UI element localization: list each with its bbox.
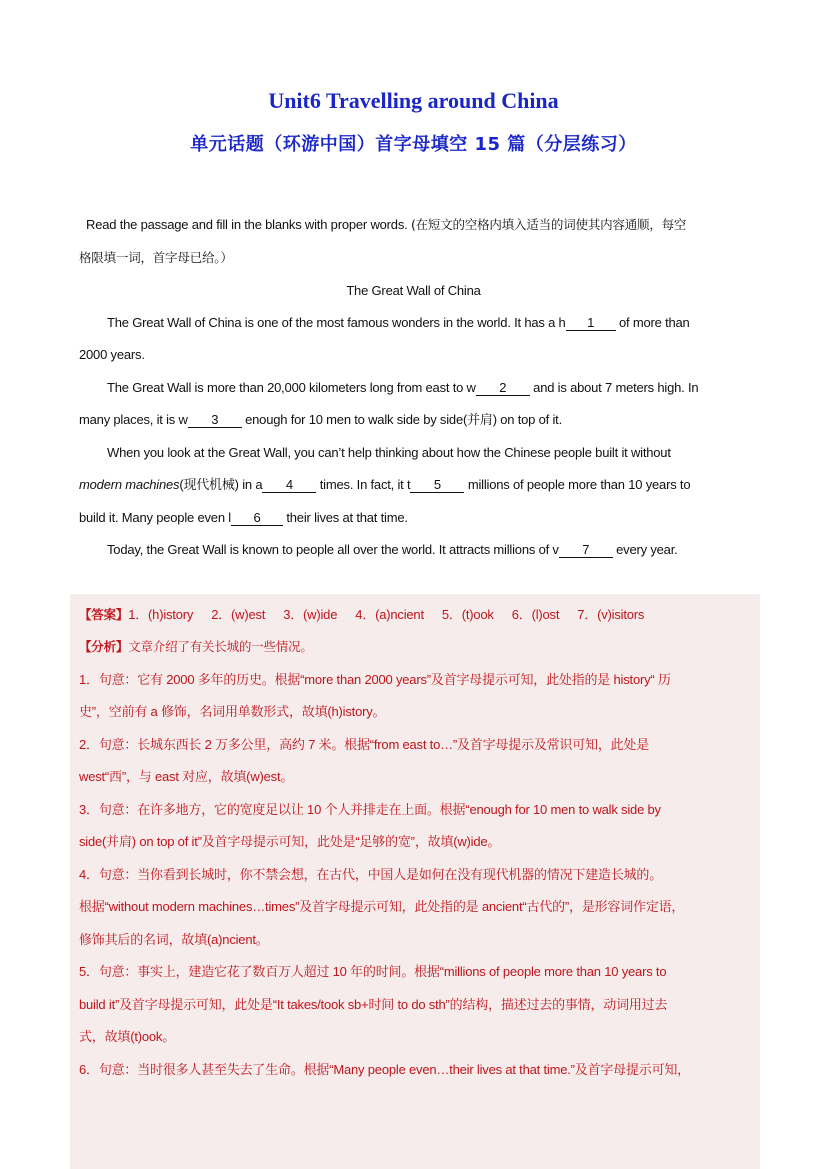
passage-p2-line-1 (107, 379, 777, 397)
answer-key-line (79, 606, 754, 624)
explanation-2-line-2: west“西”，与 east 对应，故填(w)est。 (79, 769, 294, 784)
passage-text: of more than (615, 315, 690, 330)
instructions-text-cn: (在短文的空格内填入适当的词使其内容通顺，每空 (410, 217, 687, 232)
explanation-4-line-3: 修饰其后的名词，故填(a)ncient。 (79, 932, 269, 947)
explanation-3-line-1: 3．句意：在许多地方，它的宽度足以让 10 个人并排走在上面。根据“enough for 10 men to walk side by (79, 802, 661, 817)
passage-p3-line-1: When you look at the Great Wall, you can’t help thinking about how the Chinese people built it without (107, 445, 671, 460)
explanation-5-line-3: 式，故填(t)ook。 (79, 1029, 176, 1044)
answer-label: 【答案】 (79, 607, 129, 622)
analysis-line (79, 638, 754, 656)
passage-text: enough for 10 men to walk side by side(并肩) on top of it. (241, 412, 562, 427)
passage-text: The Great Wall of China is one of the most famous wonders in the world. It has a h (107, 315, 566, 330)
passage-text: (现代机械) in a (179, 477, 263, 492)
passage-text: build it. Many people even l (79, 510, 231, 525)
answer-item: 2．(w)est (211, 607, 266, 622)
passage-italic-text: modern machines (79, 477, 180, 492)
blank-7: 7 (559, 542, 613, 558)
explanation-6-line-1: 6．句意：当时很多人甚至失去了生命。根据“Many people even…their lives at that time.”及首字母提示可知， (79, 1062, 690, 1077)
answer-item: 3．(w)ide (283, 607, 338, 622)
passage-p1-line-2: 2000 years. (79, 347, 145, 362)
instructions-line-2: 格限填一词，首字母已给。） (79, 250, 233, 265)
instructions-text-en: Read the passage and fill in the blanks with proper words. (86, 217, 411, 232)
blank-4: 4 (262, 477, 316, 493)
explanation-4-line-1: 4．句意：当你看到长城时，你不禁会想，在古代，中国人是如何在没有现代机器的情况下建造长城的。 (79, 867, 663, 882)
answer-item: 7．(v)isitors (577, 607, 645, 622)
analysis-text: 文章介绍了有关长城的一些情况。 (128, 639, 313, 654)
answer-item: 5．(t)ook (441, 607, 494, 622)
passage-text: millions of people more than 10 years to (464, 477, 691, 492)
page-subtitle: 单元话题（环游中国）首字母填空 15 篇（分层练习） (190, 134, 637, 155)
analysis-label: 【分析】 (79, 639, 129, 654)
passage-p3-line-2 (79, 476, 749, 494)
passage-text: Today, the Great Wall is known to people all over the world. It attracts millions of v (107, 542, 559, 557)
passage-text: and is about 7 meters high. In (529, 380, 699, 395)
explanation-4-line-2: 根据“without modern machines…times”及首字母提示可知，此处指的是 ancient“古代的”，是形容词作定语， (79, 899, 685, 914)
passage-p3-line-3 (79, 509, 749, 527)
explanation-5-line-2: build it”及首字母提示可知，此处是“It takes/took sb+时间 to do sth”的结构，描述过去的事情，动词用过去 (79, 997, 668, 1012)
blank-3: 3 (188, 412, 242, 428)
explanation-1-line-2: 史”，空前有 a 修饰，名词用单数形式，故填(h)istory。 (79, 704, 386, 719)
explanation-5-line-1: 5．句意：事实上，建造它花了数百万人超过 10 年的时间。根据“millions of people more than 10 years to (79, 964, 667, 979)
answer-item: 1．(h)istory (128, 607, 194, 622)
instructions-line-1 (86, 216, 756, 234)
explanation-2-line-1: 2．句意：长城东西长 2 万多公里，高约 7 米。根据“from east to…”及首字母提示及常识可知，此处是 (79, 737, 650, 752)
passage-text: The Great Wall is more than 20,000 kilometers long from east to w (107, 380, 476, 395)
explanation-3-line-2: side(并肩) on top of it”及首字母提示可知，此处是“足够的宽”，故填(w)ide。 (79, 834, 501, 849)
answer-item: 6．(l)ost (511, 607, 560, 622)
page-title: Unit6 Travelling around China (268, 88, 559, 113)
passage-text: every year. (612, 542, 678, 557)
blank-1: 1 (566, 315, 616, 331)
passage-p1-line-1 (107, 314, 777, 332)
passage-p4-line-1 (107, 541, 777, 559)
blank-6: 6 (231, 510, 283, 526)
blank-5: 5 (410, 477, 464, 493)
blank-2: 2 (476, 380, 530, 396)
passage-p2-line-2 (79, 411, 749, 429)
passage-text: times. In fact, it t (316, 477, 411, 492)
passage-title: The Great Wall of China (346, 283, 481, 298)
answer-item: 4．(a)ncient (355, 607, 424, 622)
passage-text: their lives at that time. (282, 510, 408, 525)
passage-text: many places, it is w (79, 412, 188, 427)
explanation-1-line-1: 1．句意：它有 2000 多年的历史。根据“more than 2000 years”及首字母提示可知，此处指的是 history“ 历 (79, 672, 671, 687)
